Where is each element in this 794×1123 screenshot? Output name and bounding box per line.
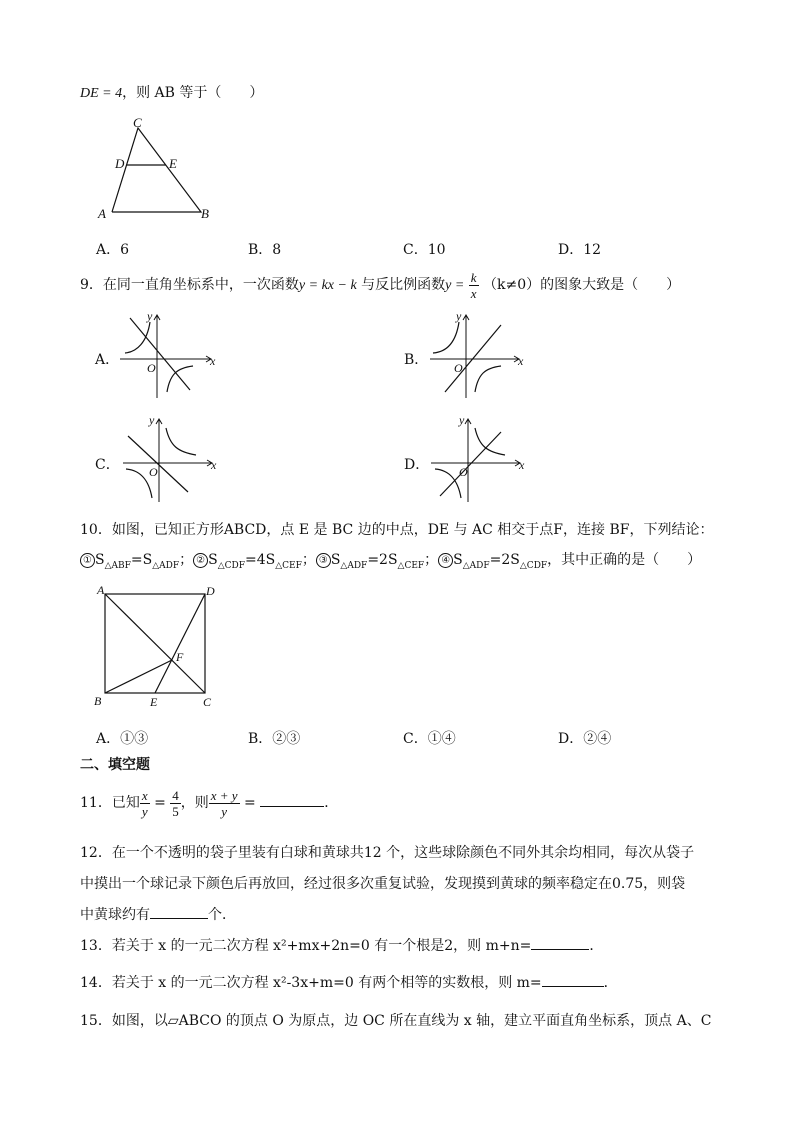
- q13-answer-blank[interactable]: [531, 937, 589, 950]
- q10-option-c[interactable]: C．①④: [403, 731, 456, 747]
- label-c: C: [203, 695, 212, 709]
- q10-option-a[interactable]: A．①③: [96, 731, 149, 747]
- conclusion-2-marker: ②: [193, 553, 208, 568]
- label-a: A: [97, 583, 105, 597]
- line-graph: [130, 318, 190, 390]
- q13-statement: 13．若关于 x 的一元二次方程 x²+mx+2n=0 有一个根是2，则 m+n= ．: [80, 938, 604, 954]
- origin-label: O: [459, 465, 468, 479]
- q9-option-a-label[interactable]: A．: [95, 352, 120, 368]
- q9-statement: [80, 270, 680, 301]
- q10-option-d[interactable]: D．②④: [558, 731, 612, 747]
- axis-x-label: x: [211, 458, 217, 472]
- axis-y-label: y: [456, 310, 462, 323]
- q10-statement-line2: ① $S_{\triangle ABF}=S_{\triangle ADF}$； ② $S_{\triangle CDF}=4S_{\triangle CEF}$； ③ $S_{\triangle ADF}=2S_{\triangle CEF}$； ④ $S_{\triangle ADF}=2S_{\triangle CDF}$，其中正确的是（ ）: [80, 549, 701, 571]
- q8-statement: [80, 82, 263, 102]
- q8-tail-text: ，则 AB 等于（ ）: [122, 85, 264, 101]
- axis-x-label: x: [518, 354, 524, 368]
- axis-x-label: x: [210, 354, 216, 368]
- label-f: F: [176, 650, 184, 664]
- origin-label: O: [454, 361, 463, 375]
- q10-square-figure: [88, 582, 228, 712]
- label-e: E: [150, 695, 158, 709]
- q9-graph-b[interactable]: [425, 310, 535, 400]
- axis-x-label: x: [519, 458, 525, 472]
- diagonal-ac: [105, 594, 205, 693]
- q8-option-b[interactable]: B．8: [248, 242, 282, 258]
- triangle-abc: [112, 128, 201, 212]
- conclusion-1-marker: ①: [80, 553, 95, 568]
- conclusion-4-marker: ④: [438, 553, 453, 568]
- q8-option-a[interactable]: A．6: [96, 242, 130, 258]
- q8-option-c[interactable]: C．10: [403, 242, 446, 258]
- label-b: B: [201, 206, 209, 221]
- q12-answer-blank[interactable]: [150, 906, 208, 919]
- segment-de: [155, 594, 205, 693]
- hyperbola-branch: [433, 322, 459, 353]
- q12-line2: 中摸出一个球记录下颜色后再放回，经过很多次重复试验，发现摸到黄球的频率稳定在0.75，则袋: [80, 876, 686, 892]
- label-e: E: [169, 156, 177, 171]
- q8-math: DE = 4: [80, 86, 123, 101]
- q9-graph-a[interactable]: [115, 310, 225, 400]
- q9-option-b-label[interactable]: B．: [404, 352, 429, 368]
- q14-statement: 14．若关于 x 的一元二次方程 x²-3x+m=0 有两个相等的实数根，则 m= ．: [80, 975, 618, 991]
- q9-suffix: （k≠0）的图象大致是（ ）: [482, 277, 681, 293]
- hyperbola-branch: [435, 469, 461, 498]
- line-graph: [128, 436, 188, 492]
- q9-y-eq: y =: [445, 278, 465, 293]
- q9-graph-c[interactable]: [118, 414, 228, 504]
- label-c: C: [133, 115, 142, 130]
- q9-fraction: $\frac{k}{x}$: [470, 269, 477, 301]
- label-d: D: [115, 156, 125, 171]
- q10-statement-line1: 10．如图，已知正方形ABCD，点 E 是 BC 边的中点，DE 与 AC 相交于点F，连接 BF，下列结论：: [80, 522, 714, 538]
- q12-line3: 中黄球约有 个．: [80, 907, 236, 923]
- q8-triangle-figure: [90, 112, 220, 224]
- q9-mid: 与反比例函数: [361, 277, 446, 293]
- origin-label: O: [149, 465, 158, 479]
- q14-answer-blank[interactable]: [542, 974, 604, 987]
- q15-statement: 15．如图，以▱ABCO 的顶点 O 为原点，边 OC 所在直线为 x 轴，建立平面直角坐标系，顶点 A、C: [80, 1013, 712, 1029]
- hyperbola-branch: [475, 366, 501, 392]
- q12-line1: 12．在一个不透明的袋子里装有白球和黄球共12 个，这些球除颜色不同外其余均相同，每次从袋子: [80, 845, 695, 861]
- line-graph: [440, 432, 501, 496]
- q9-graph-d[interactable]: [426, 414, 536, 504]
- section-heading: 二、填空题: [80, 757, 150, 773]
- q11-statement: 11．已知 $\frac{x}{y}$ = $\frac{4}{5}$ ，则 $\frac{x + y}{y}$ = ．: [80, 787, 339, 819]
- q9-option-c-label[interactable]: C．: [95, 457, 120, 473]
- q8-option-d[interactable]: D．12: [558, 242, 602, 258]
- q9-linear-function: y = kx − k: [298, 278, 357, 293]
- q10-option-b[interactable]: B．②③: [248, 731, 301, 747]
- origin-label: O: [147, 361, 156, 375]
- axis-y-label: y: [459, 414, 465, 427]
- label-d: D: [206, 584, 215, 598]
- segment-bf: [105, 660, 172, 693]
- axis-y-label: y: [147, 310, 153, 323]
- q9-option-d-label[interactable]: D．: [404, 457, 430, 473]
- conclusion-3-marker: ③: [316, 553, 331, 568]
- axis-y-label: y: [149, 414, 155, 427]
- label-b: B: [94, 694, 102, 708]
- q9-prefix: 9．在同一直角坐标系中，一次函数: [80, 277, 299, 293]
- q11-answer-blank[interactable]: [260, 794, 324, 807]
- hyperbola-branch: [166, 428, 196, 455]
- label-a: A: [98, 206, 106, 221]
